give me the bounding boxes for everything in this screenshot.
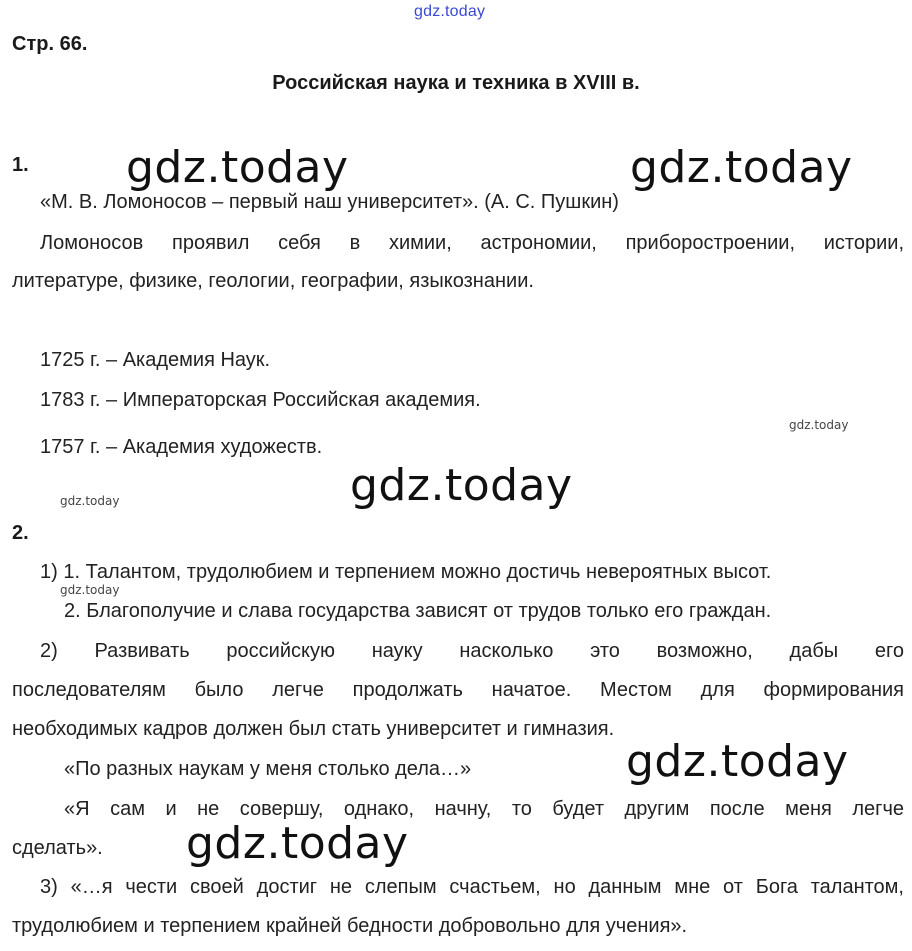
- answer-line: 1) 1. Талантом, трудолюбием и терпением можно достичь невероятных высот.: [40, 561, 772, 583]
- page-title: Российская наука и техника в XVIII в.: [272, 72, 640, 94]
- task-number-1: 1.: [12, 154, 29, 176]
- paragraph-line: Ломоносов проявил себя в химии, астрономии, приборостроении, истории,: [40, 232, 904, 254]
- watermark-small: gdz.today: [60, 583, 120, 597]
- answer-line: 2) Развивать российскую науку насколько это возможно, дабы его: [40, 640, 904, 662]
- paragraph-line: литературе, физике, геологии, географии, языкознании.: [12, 270, 534, 292]
- answer-line: 3) «…я чести своей достиг не слепым счастьем, но данным мне от Бога талантом,: [40, 876, 904, 898]
- watermark-top: gdz.today: [414, 3, 486, 20]
- answer-line: 2. Благополучие и слава государства зависят от трудов только его граждан.: [64, 600, 772, 622]
- answer-line: необходимых кадров должен был стать университет и гимназия.: [12, 718, 615, 740]
- watermark-large: gdz.today: [350, 460, 573, 511]
- date-item: 1757 г. – Академия художеств.: [40, 436, 323, 458]
- watermark-large: gdz.today: [630, 142, 853, 193]
- lomonosov-quote: «Я сам и не совершу, однако, начну, то будет другим после меня легче: [64, 798, 904, 820]
- date-item: 1783 г. – Императорская Российская академия.: [40, 389, 481, 411]
- page-number: Стр. 66.: [12, 33, 88, 55]
- lomonosov-quote: сделать».: [12, 837, 103, 859]
- watermark-small: gdz.today: [789, 418, 849, 432]
- answer-line: трудолюбием и терпением крайней бедности добровольно для учения».: [12, 915, 688, 937]
- watermark-large: gdz.today: [186, 818, 409, 869]
- pushkin-quote: «М. В. Ломоносов – первый наш университет». (А. С. Пушкин): [40, 191, 619, 213]
- answer-line: последователям было легче продолжать начатое. Местом для формирования: [12, 679, 904, 701]
- date-item: 1725 г. – Академия Наук.: [40, 349, 271, 371]
- lomonosov-quote: «По разных наукам у меня столько дела…»: [64, 758, 472, 780]
- task-number-2: 2.: [12, 522, 29, 544]
- watermark-large: gdz.today: [126, 142, 349, 193]
- watermark-large: gdz.today: [626, 736, 849, 787]
- watermark-small: gdz.today: [60, 494, 120, 508]
